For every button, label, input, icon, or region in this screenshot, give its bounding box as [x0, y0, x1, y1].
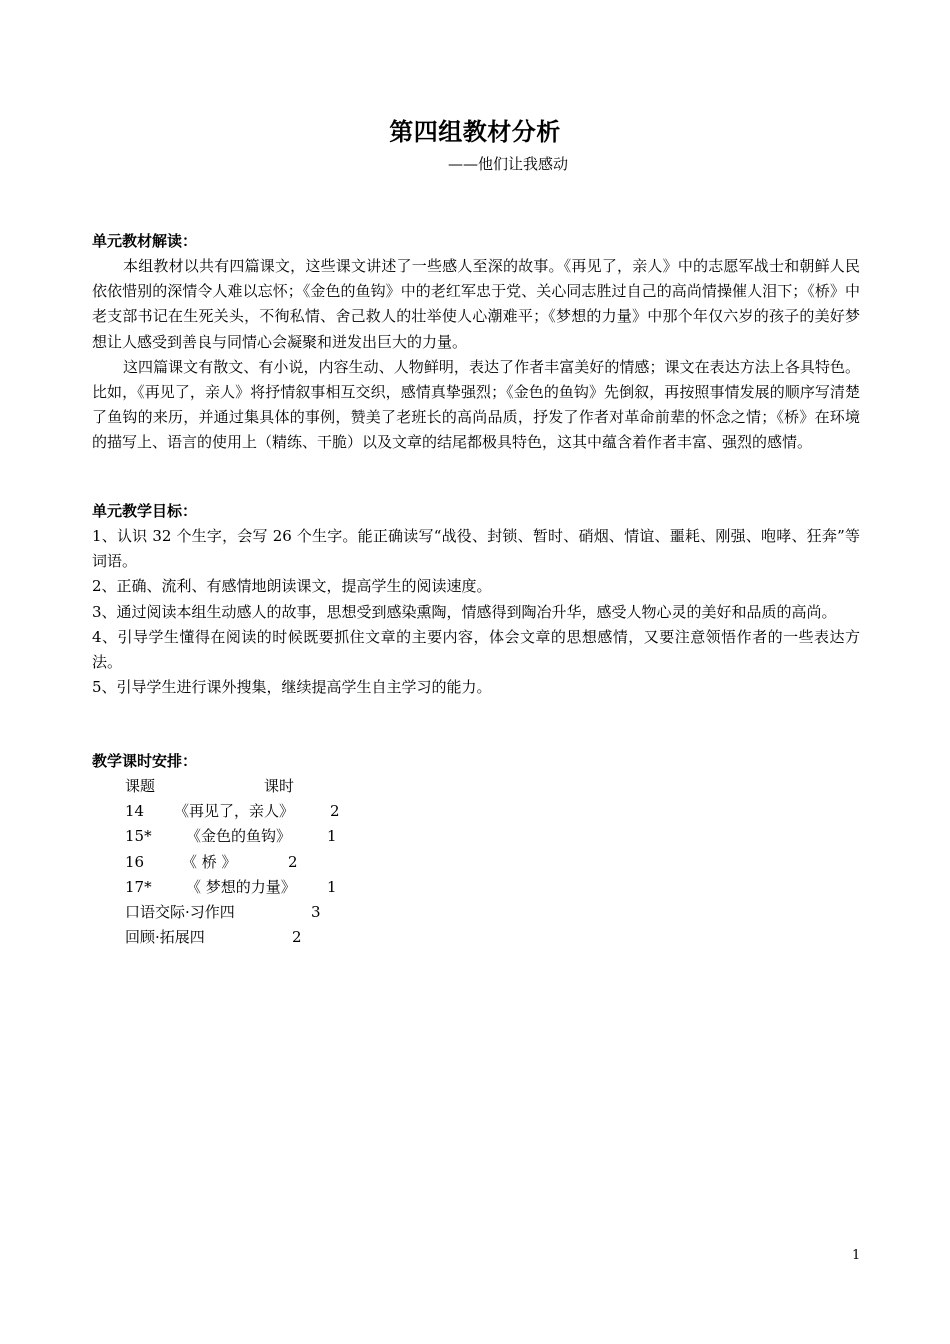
lesson-number: 17*	[125, 877, 152, 896]
document-title: 第四组教材分析	[389, 118, 561, 146]
lesson-hours: 3	[311, 902, 321, 921]
schedule-row	[92, 900, 860, 925]
lesson-topic: 《 梦想的力量》	[186, 877, 296, 896]
goal-item: 5、引导学生进行课外搜集，继续提高学生自主学习的能力。	[92, 678, 492, 697]
schedule-header-row	[92, 774, 860, 799]
lesson-hours: 2	[330, 802, 340, 821]
lesson-hours: 1	[327, 827, 337, 846]
schedule-row	[92, 925, 860, 950]
schedule-header-topic: 课题	[125, 777, 156, 795]
schedule-row	[92, 875, 860, 900]
section-heading: 单元教材解读：	[92, 232, 198, 250]
lesson-number: 14	[125, 802, 145, 821]
schedule-row	[92, 824, 860, 849]
goal-item: 2、正确、流利、有感情地朗读课文，提高学生的阅读速度。	[92, 577, 492, 596]
lesson-hours: 2	[292, 928, 302, 947]
body-paragraph: 这四篇课文有散文、有小说，内容生动、人物鲜明，表达了作者丰富美好的情感；课文在表达方法上各具特色。比如，《再见了，亲人》将抒情叙事相互交织，感情真挚强烈；《金色的鱼钩》先倒叙，再按照事情发展的顺序写清楚了鱼钩的来历，并通过集具体的事例，赞美了老班长的高尚品质，抒发了作者对革命前辈的怀念之情；《桥》在环境的描写上、语言的使用上（精练、干脆）以及文章的结尾都极具特色，这其中蕴含着作者丰富、强烈的感情。	[92, 357, 860, 452]
goal-item: 3、通过阅读本组生动感人的故事，思想受到感染熏陶，情感得到陶冶升华，感受人物心灵的美好和品质的高尚。	[92, 602, 837, 621]
lesson-number: 16	[125, 852, 145, 871]
section-interpretation	[92, 229, 860, 456]
schedule-header-hours: 课时	[264, 777, 295, 795]
goal-item: 4、引导学生懂得在阅读的时候既要抓住文章的主要内容，体会文章的思想感情，又要注意领悟作者的一些表达方法。	[92, 627, 860, 672]
section-goals	[92, 499, 860, 700]
lesson-number: 15*	[125, 827, 152, 846]
schedule-row	[92, 850, 860, 875]
section-heading: 教学课时安排：	[92, 752, 198, 770]
document-subtitle: ——他们让我感动	[448, 155, 569, 173]
section-schedule	[92, 749, 860, 950]
lesson-topic: 《 桥 》	[182, 852, 237, 871]
lesson-topic: 回顾·拓展四	[125, 928, 205, 947]
schedule-row	[92, 799, 860, 824]
lesson-topic: 口语交际·习作四	[125, 902, 235, 921]
lesson-topic: 《金色的鱼钩》	[186, 827, 292, 846]
section-heading: 单元教学目标：	[92, 502, 198, 520]
page-number: 1	[852, 1248, 861, 1263]
body-paragraph: 本组教材以共有四篇课文，这些课文讲述了一些感人至深的故事。《再见了，亲人》中的志愿军战士和朝鲜人民依依惜别的深情令人难以忘怀；《金色的鱼钩》中的老红军忠于党、关心同志胜过自己的高尚情操催人泪下；《桥》中老支部书记在生死关头，不徇私情、舍己救人的壮举使人心潮难平；《梦想的力量》中那个年仅六岁的孩子的美好梦想让人感受到善良与同情心会凝聚和迸发出巨大的力量。	[92, 257, 860, 351]
goal-item: 1、认识 32 个生字，会写 26 个生字。能正确读写“战役、封锁、暂时、硝烟、情谊、噩耗、刚强、咆哮、狂奔”等词语。	[92, 527, 860, 571]
lesson-topic: 《再见了，亲人》	[174, 802, 295, 821]
lesson-hours: 2	[288, 852, 298, 871]
lesson-hours: 1	[327, 877, 337, 896]
